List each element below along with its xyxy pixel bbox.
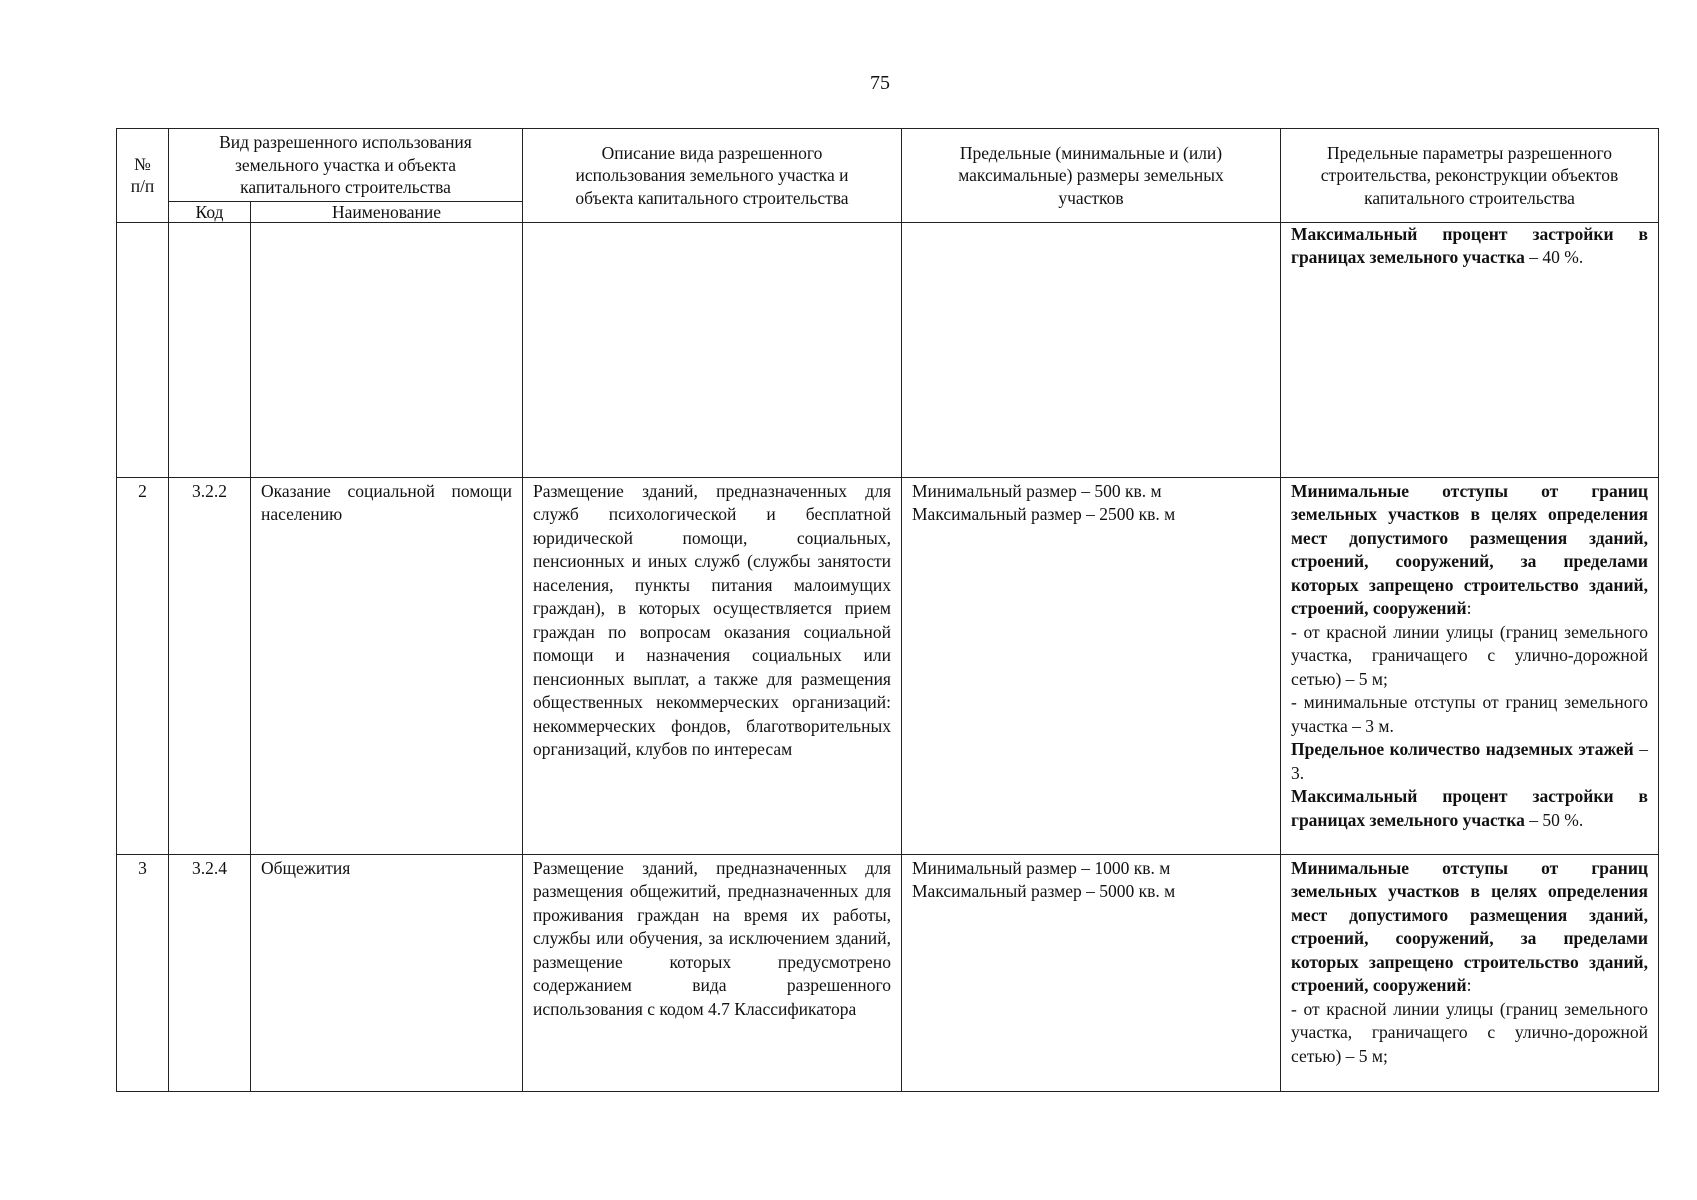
params-text: – 40 %. — [1524, 247, 1584, 267]
header-row — [117, 129, 1659, 202]
max-size-text: Максимальный размер – 2500 кв. м — [912, 504, 1176, 524]
params-bold-text: Предельное количество надземных этажей — [1291, 739, 1634, 759]
table-row — [117, 477, 1659, 854]
header-num: № п/п — [117, 129, 169, 223]
header-description: Описание вида разрешенного использования земельного участка и объекта капитального строительства — [523, 129, 902, 223]
min-size-text: Минимальный размер – 1000 кв. м — [912, 857, 1171, 878]
params-text: - от красной линии улицы (границ земельного участка, граничащего с улично-дорожной сетью) – 5 м; — [1291, 998, 1648, 1066]
params-text: : — [1466, 598, 1472, 618]
max-size-text: Максимальный размер – 5000 кв. м — [912, 881, 1176, 901]
params-bold-text: Максимальный процент застройки в границах земельного участка — [1291, 223, 1648, 267]
params-paragraph — [1291, 691, 1648, 738]
params-bold-text: Максимальный процент застройки в границах земельного участка — [1291, 786, 1648, 830]
row-num-cell: 3 — [117, 854, 169, 1091]
params-text: – 3. — [1291, 739, 1649, 783]
row-sizes-cell — [902, 477, 1281, 854]
row-name-cell: Общежития — [251, 854, 523, 1091]
row-description-cell — [523, 222, 902, 477]
row-code-cell: 3.2.2 — [169, 477, 251, 854]
header-name: Наименование — [251, 201, 523, 222]
row-sizes-cell — [902, 222, 1281, 477]
params-paragraph — [1291, 785, 1648, 832]
params-bold-text: Минимальные отступы от границ земельных участков в целях определения мест допустимого размещения зданий, строений, сооружений, за пределами которых запрещено строительство зданий, строений, сооружений — [1291, 480, 1648, 618]
row-params-cell — [1281, 477, 1659, 854]
params-paragraph — [1291, 738, 1648, 785]
params-paragraph — [1291, 621, 1648, 692]
params-text: – 50 %. — [1524, 809, 1584, 830]
params-bold-text: Минимальные отступы от границ земельных участков в целях определения мест допустимого размещения зданий, строений, сооружений, за пределами которых запрещено строительство зданий, строений, сооружений — [1291, 857, 1648, 995]
params-text: - минимальные отступы от границ земельного участка – 3 м. — [1291, 692, 1648, 736]
row-name-cell: Оказание социальной помощи населению — [251, 477, 523, 854]
params-text: - от красной линии улицы (границ земельного участка, граничащего с улично-дорожной сетью) – 5 м; — [1291, 621, 1648, 689]
params-paragraph — [1291, 857, 1648, 998]
params-paragraph — [1291, 998, 1648, 1069]
header-sizes: Предельные (минимальные и (или) максимальные) размеры земельных участков — [902, 129, 1281, 223]
params-paragraph — [1291, 480, 1648, 621]
page-number: 75 — [870, 72, 890, 94]
header-type-group: Вид разрешенного использования земельного участка и объекта капитального строительства — [169, 129, 523, 202]
row-description-cell: Размещение зданий, предназначенных для размещения общежитий, предназначенных для проживания граждан на время их работы, службы или обучения, за исключением зданий, размещение которых предусмотрено содержанием вида разрешенного использования с кодом 4.7 Классификатора — [523, 854, 902, 1091]
params-text: : — [1466, 975, 1472, 995]
table-row — [117, 854, 1659, 1091]
row-description-cell: Размещение зданий, предназначенных для служб психологической и бесплатной юридической помощи, социальных, пенсионных и иных служб (службы занятости населения, пункты питания малоимущих граждан), в которых осуществляется прием граждан по вопросам оказания социальной помощи и назначения социальных или пенсионных выплат, а также для размещения общественных некоммерческих организаций: некоммерческих фондов, благотворительных организаций, клубов по интересам — [523, 477, 902, 854]
row-code-cell: 3.2.4 — [169, 854, 251, 1091]
row-name-cell — [251, 222, 523, 477]
table-row — [117, 222, 1659, 477]
min-size-text: Минимальный размер – 500 кв. м — [912, 480, 1162, 501]
row-params-cell — [1281, 222, 1659, 477]
row-code-cell — [169, 222, 251, 477]
header-code: Код — [169, 201, 251, 222]
row-params-cell — [1281, 854, 1659, 1091]
row-sizes-cell — [902, 854, 1281, 1091]
row-num-cell — [117, 222, 169, 477]
params-paragraph — [1291, 223, 1648, 270]
header-params: Предельные параметры разрешенного строительства, реконструкции объектов капитального строительства — [1281, 129, 1659, 223]
land-use-table — [116, 128, 1659, 1092]
row-num-cell: 2 — [117, 477, 169, 854]
